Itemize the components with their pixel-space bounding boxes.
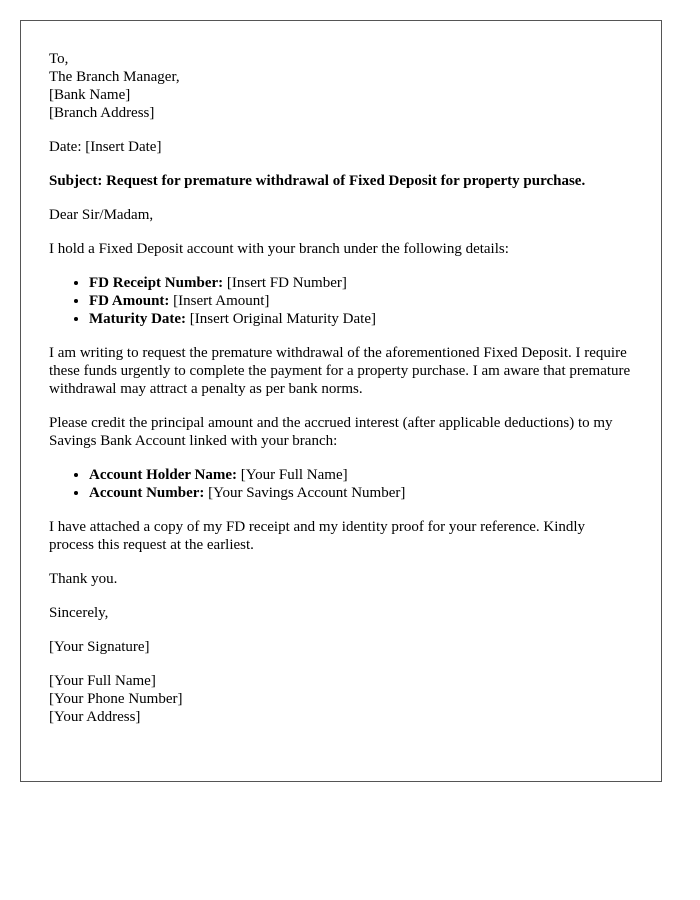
signature-line: [Your Signature] [49, 639, 150, 655]
closing-line: Sincerely, [49, 605, 109, 621]
intro-paragraph: I hold a Fixed Deposit account with your branch under the following details: [49, 241, 509, 257]
detail-label: Account Holder Name: [89, 467, 238, 483]
detail-label: Account Number: [89, 485, 205, 501]
thanks-line: Thank you. [49, 571, 118, 587]
detail-label: FD Receipt Number: [89, 275, 224, 291]
date-line: Date: [Insert Date] [49, 139, 162, 155]
recipient-address [49, 50, 633, 122]
request-paragraph: I am writing to request the premature withdrawal of the aforementioned Fixed Deposit. I require these funds urgently to complete the payment for a property purchase. I am aware that premature withdrawal may attract a penalty as per bank norms. [49, 345, 631, 397]
detail-value: [Insert FD Number] [223, 275, 347, 291]
sender-name: [Your Full Name] [49, 673, 156, 689]
sender-details [49, 672, 633, 726]
detail-value: [Insert Amount] [169, 293, 270, 309]
list-item [89, 274, 633, 292]
list-item [89, 310, 633, 328]
branch-address-line: [Branch Address] [49, 105, 155, 121]
detail-label: Maturity Date: [89, 311, 187, 327]
list-item [89, 484, 633, 502]
list-item [89, 292, 633, 310]
to-line: To, [49, 51, 69, 67]
detail-value: [Insert Original Maturity Date] [186, 311, 376, 327]
detail-value: [Your Full Name] [237, 467, 348, 483]
account-details-list [49, 466, 633, 502]
credit-paragraph: Please credit the principal amount and the accrued interest (after applicable deductions) to my Savings Bank Account linked with your branch: [49, 415, 613, 449]
detail-value: [Your Savings Account Number] [204, 485, 406, 501]
bank-name-line: [Bank Name] [49, 87, 131, 103]
fd-details-list [49, 274, 633, 328]
sender-phone: [Your Phone Number] [49, 691, 183, 707]
subject-line: Subject: Request for premature withdrawal of Fixed Deposit for property purchase. [49, 173, 586, 189]
sender-address: [Your Address] [49, 709, 141, 725]
recipient-line: The Branch Manager, [49, 69, 180, 85]
detail-label: FD Amount: [89, 293, 170, 309]
list-item [89, 466, 633, 484]
salutation: Dear Sir/Madam, [49, 207, 154, 223]
letter-page [20, 20, 662, 782]
attachment-paragraph: I have attached a copy of my FD receipt and my identity proof for your reference. Kindly process this request at the earliest. [49, 519, 586, 553]
